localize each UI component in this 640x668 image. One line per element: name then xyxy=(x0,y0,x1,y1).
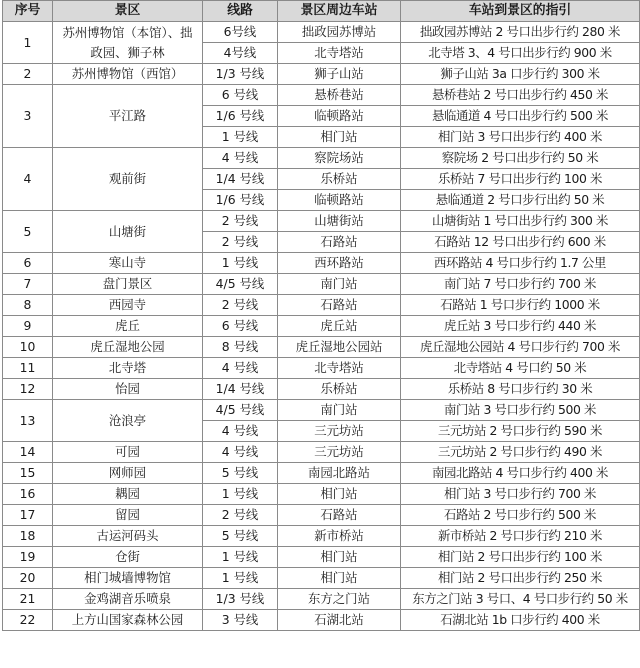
cell-scenic-spot: 平江路 xyxy=(53,85,203,148)
cell-scenic-spot: 寒山寺 xyxy=(53,253,203,274)
cell-station: 南园北路站 xyxy=(278,463,401,484)
cell-guide: 石路站 1 号口步行约 1000 米 xyxy=(401,295,640,316)
cell-number: 12 xyxy=(3,379,53,400)
cell-guide: 北寺塔 3、4 号口出步行约 900 米 xyxy=(401,43,640,64)
cell-scenic-spot: 苏州博物馆（西馆） xyxy=(53,64,203,85)
table-row xyxy=(3,295,640,316)
cell-guide: 山塘街站 1 号口出步行约 300 米 xyxy=(401,211,640,232)
cell-scenic-spot: 沧浪亭 xyxy=(53,400,203,442)
cell-station: 石路站 xyxy=(278,232,401,253)
table-row xyxy=(3,484,640,505)
cell-line: 6 号线 xyxy=(203,316,278,337)
cell-number: 15 xyxy=(3,463,53,484)
cell-scenic-spot: 可园 xyxy=(53,442,203,463)
table-row xyxy=(3,337,640,358)
table-row xyxy=(3,64,640,85)
cell-number: 8 xyxy=(3,295,53,316)
cell-guide: 西环路站 4 号口步行约 1.7 公里 xyxy=(401,253,640,274)
cell-guide: 虎丘站 3 号口步行约 440 米 xyxy=(401,316,640,337)
cell-number: 3 xyxy=(3,85,53,148)
cell-station: 拙政园苏博站 xyxy=(278,22,401,43)
cell-guide: 悬临通道 2 号口步行出约 50 米 xyxy=(401,190,640,211)
cell-guide: 悬临通道 4 号口出步行约 500 米 xyxy=(401,106,640,127)
cell-line: 1 号线 xyxy=(203,253,278,274)
cell-guide: 北寺塔站 4 号口约 50 米 xyxy=(401,358,640,379)
cell-number: 5 xyxy=(3,211,53,253)
cell-number: 6 xyxy=(3,253,53,274)
cell-scenic-spot: 苏州博物馆（本馆）、拙政园、狮子林 xyxy=(53,22,203,64)
table-row xyxy=(3,400,640,421)
cell-number: 17 xyxy=(3,505,53,526)
header-guide: 车站到景区的指引 xyxy=(401,1,640,22)
cell-station: 相门站 xyxy=(278,484,401,505)
cell-line: 4 号线 xyxy=(203,358,278,379)
cell-guide: 南门站 3 号口步行约 500 米 xyxy=(401,400,640,421)
cell-station: 石路站 xyxy=(278,295,401,316)
cell-station: 西环路站 xyxy=(278,253,401,274)
cell-number: 18 xyxy=(3,526,53,547)
table-row xyxy=(3,148,640,169)
cell-line: 1/3 号线 xyxy=(203,64,278,85)
cell-station: 石湖北站 xyxy=(278,610,401,631)
table-row xyxy=(3,442,640,463)
cell-guide: 拙政园苏博站 2 号口出步行约 280 米 xyxy=(401,22,640,43)
cell-number: 7 xyxy=(3,274,53,295)
cell-station: 悬桥巷站 xyxy=(278,85,401,106)
cell-number: 20 xyxy=(3,568,53,589)
cell-station: 石路站 xyxy=(278,505,401,526)
table-row xyxy=(3,274,640,295)
cell-scenic-spot: 网师园 xyxy=(53,463,203,484)
cell-station: 北寺塔站 xyxy=(278,358,401,379)
cell-station: 乐桥站 xyxy=(278,379,401,400)
cell-line: 4 号线 xyxy=(203,148,278,169)
cell-guide: 相门站 2 号口出步行约 100 米 xyxy=(401,547,640,568)
cell-station: 乐桥站 xyxy=(278,169,401,190)
cell-scenic-spot: 虎丘 xyxy=(53,316,203,337)
table-row xyxy=(3,316,640,337)
table-row xyxy=(3,85,640,106)
cell-scenic-spot: 金鸡湖音乐喷泉 xyxy=(53,589,203,610)
cell-station: 三元坊站 xyxy=(278,442,401,463)
cell-scenic-spot: 古运河码头 xyxy=(53,526,203,547)
table-body xyxy=(3,22,640,631)
cell-number: 13 xyxy=(3,400,53,442)
cell-station: 虎丘站 xyxy=(278,316,401,337)
cell-number: 11 xyxy=(3,358,53,379)
cell-guide: 东方之门站 3 号口、4 号口步行约 50 米 xyxy=(401,589,640,610)
cell-guide: 相门站 2 号口出步行约 250 米 xyxy=(401,568,640,589)
cell-number: 19 xyxy=(3,547,53,568)
cell-scenic-spot: 观前街 xyxy=(53,148,203,211)
cell-scenic-spot: 仓街 xyxy=(53,547,203,568)
cell-line: 2 号线 xyxy=(203,295,278,316)
cell-guide: 南园北路站 4 号口步行约 400 米 xyxy=(401,463,640,484)
table-row xyxy=(3,358,640,379)
cell-line: 2 号线 xyxy=(203,505,278,526)
cell-guide: 察院场 2 号口出步行约 50 米 xyxy=(401,148,640,169)
cell-guide: 石路站 2 号口步行约 500 米 xyxy=(401,505,640,526)
header-line: 线路 xyxy=(203,1,278,22)
cell-line: 4/5 号线 xyxy=(203,274,278,295)
cell-scenic-spot: 留园 xyxy=(53,505,203,526)
cell-guide: 相门站 3 号口出步行约 400 米 xyxy=(401,127,640,148)
cell-line: 2 号线 xyxy=(203,232,278,253)
header-station: 景区周边车站 xyxy=(278,1,401,22)
cell-station: 相门站 xyxy=(278,568,401,589)
cell-scenic-spot: 山塘街 xyxy=(53,211,203,253)
cell-line: 8 号线 xyxy=(203,337,278,358)
table-row xyxy=(3,610,640,631)
cell-station: 南门站 xyxy=(278,274,401,295)
cell-scenic-spot: 上方山国家森林公园 xyxy=(53,610,203,631)
cell-station: 相门站 xyxy=(278,127,401,148)
cell-line: 1 号线 xyxy=(203,127,278,148)
cell-guide: 相门站 3 号口步行约 700 米 xyxy=(401,484,640,505)
cell-guide: 乐桥站 8 号口步行约 30 米 xyxy=(401,379,640,400)
cell-line: 2 号线 xyxy=(203,211,278,232)
cell-station: 相门站 xyxy=(278,547,401,568)
cell-guide: 新市桥站 2 号口步行约 210 米 xyxy=(401,526,640,547)
metro-guide-table xyxy=(2,0,640,631)
table-row xyxy=(3,505,640,526)
cell-number: 16 xyxy=(3,484,53,505)
cell-line: 6 号线 xyxy=(203,85,278,106)
cell-number: 9 xyxy=(3,316,53,337)
table-row xyxy=(3,526,640,547)
cell-line: 5 号线 xyxy=(203,526,278,547)
cell-number: 10 xyxy=(3,337,53,358)
cell-guide: 南门站 7 号口步行约 700 米 xyxy=(401,274,640,295)
cell-station: 虎丘湿地公园站 xyxy=(278,337,401,358)
cell-line: 1/6 号线 xyxy=(203,190,278,211)
table-row xyxy=(3,253,640,274)
table-row xyxy=(3,568,640,589)
cell-station: 三元坊站 xyxy=(278,421,401,442)
cell-scenic-spot: 西园寺 xyxy=(53,295,203,316)
cell-number: 21 xyxy=(3,589,53,610)
cell-scenic-spot: 虎丘湿地公园 xyxy=(53,337,203,358)
cell-guide: 三元坊站 2 号口步行约 490 米 xyxy=(401,442,640,463)
cell-number: 2 xyxy=(3,64,53,85)
cell-number: 4 xyxy=(3,148,53,211)
cell-line: 1 号线 xyxy=(203,547,278,568)
cell-station: 察院场站 xyxy=(278,148,401,169)
cell-line: 1 号线 xyxy=(203,568,278,589)
header-scenic-spot: 景区 xyxy=(53,1,203,22)
cell-line: 4 号线 xyxy=(203,421,278,442)
table-row xyxy=(3,589,640,610)
cell-scenic-spot: 相门城墙博物馆 xyxy=(53,568,203,589)
cell-line: 1/6 号线 xyxy=(203,106,278,127)
cell-station: 临顿路站 xyxy=(278,190,401,211)
cell-number: 14 xyxy=(3,442,53,463)
cell-guide: 石路站 12 号口出步行约 600 米 xyxy=(401,232,640,253)
cell-station: 新市桥站 xyxy=(278,526,401,547)
cell-guide: 虎丘湿地公园站 4 号口步行约 700 米 xyxy=(401,337,640,358)
cell-guide: 悬桥巷站 2 号口出步行约 450 米 xyxy=(401,85,640,106)
cell-scenic-spot: 怡园 xyxy=(53,379,203,400)
cell-number: 22 xyxy=(3,610,53,631)
table-header-row xyxy=(3,1,640,22)
cell-line: 1/3 号线 xyxy=(203,589,278,610)
cell-line: 5 号线 xyxy=(203,463,278,484)
cell-scenic-spot: 盘门景区 xyxy=(53,274,203,295)
cell-guide: 石湖北站 1b 口步行约 400 米 xyxy=(401,610,640,631)
cell-station: 东方之门站 xyxy=(278,589,401,610)
cell-line: 4 号线 xyxy=(203,442,278,463)
cell-line: 4号线 xyxy=(203,43,278,64)
cell-line: 6号线 xyxy=(203,22,278,43)
cell-station: 南门站 xyxy=(278,400,401,421)
header-number: 序号 xyxy=(3,1,53,22)
table-row xyxy=(3,211,640,232)
cell-guide: 乐桥站 7 号口出步行约 100 米 xyxy=(401,169,640,190)
table-row xyxy=(3,379,640,400)
cell-line: 3 号线 xyxy=(203,610,278,631)
cell-guide: 狮子山站 3a 口步行约 300 米 xyxy=(401,64,640,85)
table-row xyxy=(3,547,640,568)
cell-scenic-spot: 耦园 xyxy=(53,484,203,505)
cell-line: 4/5 号线 xyxy=(203,400,278,421)
cell-station: 北寺塔站 xyxy=(278,43,401,64)
cell-number: 1 xyxy=(3,22,53,64)
cell-line: 1/4 号线 xyxy=(203,169,278,190)
cell-guide: 三元坊站 2 号口步行约 590 米 xyxy=(401,421,640,442)
cell-station: 狮子山站 xyxy=(278,64,401,85)
table-row xyxy=(3,22,640,43)
cell-station: 山塘街站 xyxy=(278,211,401,232)
cell-scenic-spot: 北寺塔 xyxy=(53,358,203,379)
table-row xyxy=(3,463,640,484)
cell-station: 临顿路站 xyxy=(278,106,401,127)
cell-line: 1/4 号线 xyxy=(203,379,278,400)
cell-line: 1 号线 xyxy=(203,484,278,505)
